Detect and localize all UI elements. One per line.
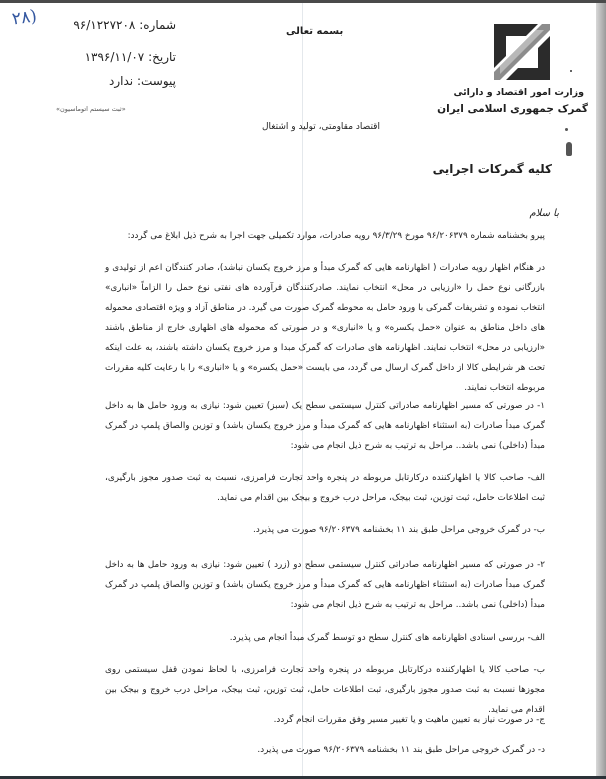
customs-logo-icon bbox=[490, 20, 554, 84]
letter-attachment bbox=[109, 74, 176, 88]
slogan: اقتصاد مقاومتی، تولید و اشتغال bbox=[262, 122, 380, 132]
letter-number-value: ۹۶/۱۲۲۷۲۰۸ bbox=[73, 18, 136, 32]
intro-paragraph bbox=[105, 226, 545, 246]
section-2-item-a-text: الف- بررسی اسنادی اظهارنامه های کنترل سطح دو توسط گمرک مبدأ انجام می پذیرد. bbox=[229, 633, 545, 643]
section-1-item-a bbox=[105, 468, 545, 508]
recipient: کلیه گمرکات اجرایی bbox=[432, 162, 552, 176]
section-1-item-b bbox=[105, 520, 545, 540]
section-2-item-a bbox=[105, 628, 545, 648]
main-paragraph bbox=[105, 258, 545, 398]
organization-name: گمرک جمهوری اسلامی ایران bbox=[437, 103, 588, 115]
intro-text: پیرو بخشنامه شماره ۹۶/۲۰۶۳۷۹ مورخ ۹۶/۳/۲۹ رویه صادرات، موارد تکمیلی جهت اجرا به شرح ذیل ابلاغ می گردد: bbox=[127, 231, 545, 241]
ministry-name: وزارت امور اقتصاد و دارائی bbox=[453, 87, 584, 98]
section-2-text: ۲- در صورتی که مسیر اظهارنامه صادراتی کنترل سیستمی سطح دو (زرد ) تعیین شود: نیازی به ورود حامل ها به داخل گمرک مبدأ صادرات (به استثناء اظهارنامه هایی که گمرک مبدأ و مرز خروج یکسان باشد) و توزین والصاق پلمپ در گمرک مبدأ (داخلی) نمی باشد.. مراحل به ترتیب به شرح ذیل انجام می شود: bbox=[105, 560, 545, 610]
logo-dot bbox=[570, 70, 572, 72]
section-1 bbox=[105, 396, 545, 456]
section-2-item-b-text: ب- صاحب کالا یا اظهارکننده درکارتابل مربوطه در پنجره واحد تجارت فرامرزی، با لحاظ نمودن قفل سیستمی روی مجوزها نسبت به ثبت صدور مجوز بارگیری، ثبت اطلاعات حامل، ثبت توزین، ثبت بیجک، مراحل درب خروج و بیجک بین اقدام می نماید. bbox=[105, 665, 545, 715]
letter-date-value: ۱۳۹۶/۱۱/۰۷ bbox=[84, 50, 145, 64]
section-2-item-c bbox=[105, 710, 545, 730]
letter-attachment-label: پیوست: bbox=[136, 74, 176, 88]
main-text: در هنگام اظهار رویه صادرات ( اظهارنامه هایی که گمرک مبدأ و مرز خروج یکسان نباشد)، صادر کنندگان اعم از تولیدی و بازرگانی نوع حمل را «ارزیابی در محل» انتخاب نمایند. صادرکنندگان فرآورده های نفتی نوع حمل را الزاماً «انباری» انتخاب نموده و تشریفات گمرکی با ورود حامل به محوطه گمرک صورت می گیرد. در مناطق آزاد و ویژه اقتصادی محموله های داخل مناطق به عنوان «حمل یکسره» و یا «انباری» و در صورتی که محموله های اظهاری خارج از مناطق باشند «ارزیابی در محل» انتخاب نمایند. اظهارنامه های صادرات که گمرک مبدا و مرز خروج یکسان داشته باشند، به علت اینکه تحت هر شرایطی کالا از داخل گمرک ارسال می گردد، می بایست «حمل یکسره» و یا «انباری» را با رعایت کلیه مقررات مربوطه انتخاب نمایند. bbox=[105, 263, 545, 393]
section-1-item-b-text: ب- در گمرک خروجی مراحل طبق بند ۱۱ بخشنامه ۹۶/۲۰۶۳۷۹ صورت می پذیرد. bbox=[253, 525, 545, 535]
handwritten-number: ۲۸) bbox=[10, 6, 39, 30]
bismillah-heading: بسمه تعالی bbox=[286, 26, 344, 37]
letter-date-label: تاریخ: bbox=[148, 50, 176, 64]
letter-number bbox=[73, 18, 176, 32]
section-1-item-a-text: الف- صاحب کالا یا اظهارکننده درکارتابل مربوطه در پنجره واحد تجارت فرامرزی، نسبت به ثبت صدور مجوز بارگیری، ثبت اطلاعات حامل، ثبت توزین، ثبت بیجک، مراحل درب خروج و بیجک بین اقدام می نماید. bbox=[105, 473, 545, 503]
greeting: با سلام bbox=[529, 208, 559, 219]
scan-top-border bbox=[0, 0, 606, 3]
letter-date bbox=[85, 50, 176, 64]
section-2 bbox=[105, 555, 545, 615]
section-2-item-d bbox=[105, 740, 545, 760]
section-1-text: ۱- در صورتی که مسیر اظهارنامه صادراتی کنترل سیستمی سطح یک (سبز) تعیین شود: نیازی به ورود حامل ها به داخل گمرک مبدأ صادرات (به استثناء اظهارنامه هایی که گمرک مبدأ و مرز خروج یکسان باشد) و توزین والصاق پلمپ در گمرک مبدأ (داخلی) نمی باشد.. مراحل به ترتیب به شرح ذیل انجام می شود: bbox=[105, 401, 545, 451]
section-2-item-c-text: ج- در صورت نیاز به تعیین ماهیت و یا تغییر مسیر وفق مقررات انجام گردد. bbox=[273, 715, 545, 725]
ink-mark bbox=[566, 142, 572, 156]
ink-dot bbox=[565, 128, 568, 131]
scan-right-edge bbox=[596, 3, 606, 776]
letter-number-label: شماره: bbox=[139, 18, 176, 32]
automation-note: «ثبت سیستم اتوماسیون» bbox=[56, 105, 126, 113]
letter-attachment-value: ندارد bbox=[109, 74, 134, 88]
section-2-item-d-text: د- در گمرک خروجی مراحل طبق بند ۱۱ بخشنامه ۹۶/۲۰۶۳۷۹ صورت می پذیرد. bbox=[257, 745, 545, 755]
